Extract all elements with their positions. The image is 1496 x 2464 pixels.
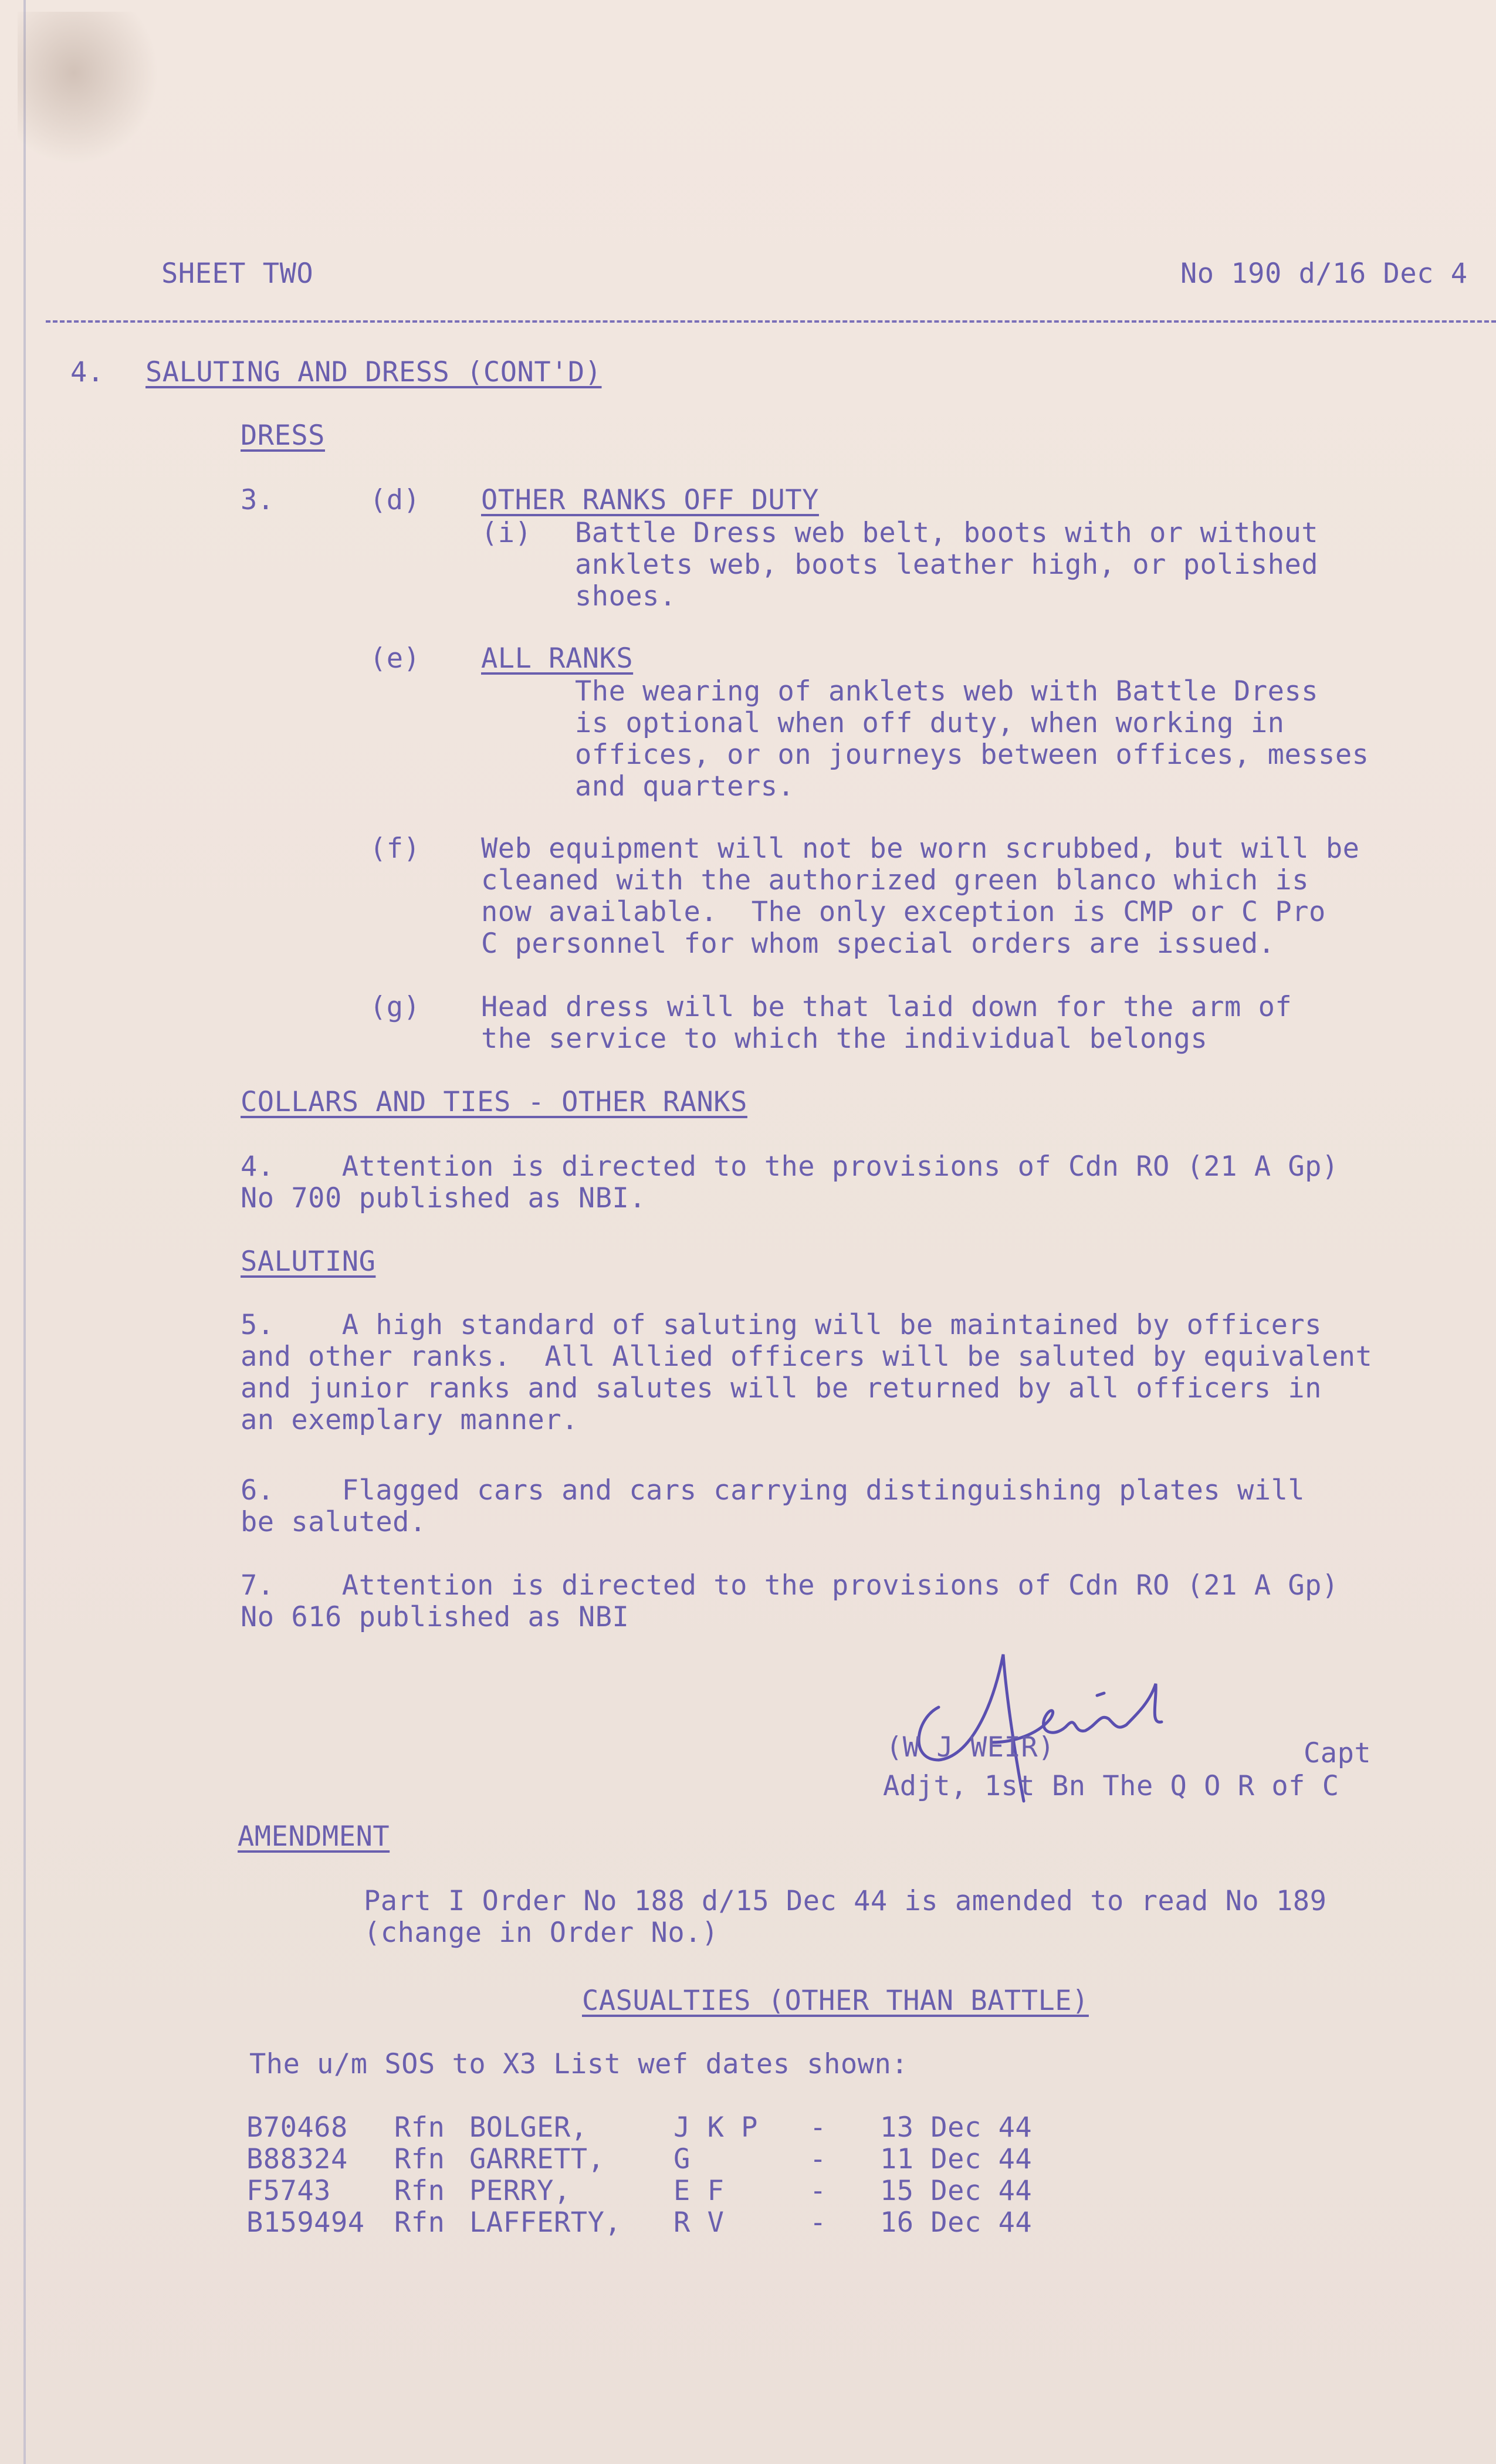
item-f-line: C personnel for whom special orders are issued. xyxy=(481,928,1275,960)
item-e-line: The wearing of anklets web with Battle Dress xyxy=(575,675,1319,708)
dress-heading: DRESS xyxy=(241,419,325,452)
initials: J K P xyxy=(673,2111,758,2144)
signatory-appointment: Adjt, 1st Bn The Q O R of C xyxy=(883,1770,1339,1802)
item-d-i-label: (i) xyxy=(481,517,532,549)
item-e-line: offices, or on journeys between offices, messes xyxy=(575,739,1369,771)
rank: Rfn xyxy=(394,2206,445,2239)
para-6-line: be saluted. xyxy=(241,1506,427,1538)
surname: LAFFERTY, xyxy=(469,2206,622,2239)
para-5-line: and junior ranks and salutes will be returned by all officers in xyxy=(241,1372,1322,1404)
item-e-title: ALL RANKS xyxy=(481,642,634,675)
para-4-line: No 700 published as NBI. xyxy=(241,1182,647,1214)
item-d-title: OTHER RANKS OFF DUTY xyxy=(481,484,819,516)
para-7-line: No 616 published as NBI xyxy=(241,1601,629,1633)
item-d-i-line: Battle Dress web belt, boots with or without xyxy=(575,517,1319,549)
initials: R V xyxy=(673,2206,725,2239)
date: 11 Dec 44 xyxy=(880,2143,1033,2175)
para-5-line: and other ranks. All Allied officers will be saluted by equivalent xyxy=(241,1341,1373,1373)
surname: GARRETT, xyxy=(469,2143,605,2175)
item-g-line: the service to which the individual belongs xyxy=(481,1023,1208,1055)
item-e-line: is optional when off duty, when working in xyxy=(575,707,1285,739)
casualties-heading: CASUALTIES (OTHER THAN BATTLE) xyxy=(582,1985,1089,2017)
rank: Rfn xyxy=(394,2143,445,2175)
dash: - xyxy=(810,2111,827,2144)
item-g-line: Head dress will be that laid down for the arm of xyxy=(481,991,1292,1023)
dash: - xyxy=(810,2143,827,2175)
casualties-intro: The u/m SOS to X3 List wef dates shown: xyxy=(249,2048,909,2080)
para-5-line: an exemplary manner. xyxy=(241,1404,578,1436)
para-3-number: 3. xyxy=(241,484,275,516)
para-7-line: 7. Attention is directed to the provisions of Cdn RO (21 A Gp) xyxy=(241,1569,1339,1602)
amendment-line: (change in Order No.) xyxy=(364,1917,719,1949)
surname: PERRY, xyxy=(469,2175,571,2207)
service-number: B88324 xyxy=(246,2143,348,2175)
date: 13 Dec 44 xyxy=(880,2111,1033,2144)
item-d-label: (d) xyxy=(370,484,421,516)
item-f-label: (f) xyxy=(370,832,421,865)
amendment-line: Part I Order No 188 d/15 Dec 44 is amended to read No 189 xyxy=(364,1885,1327,1917)
item-f-line: now available. The only exception is CMP or C Pro xyxy=(481,896,1326,928)
order-reference: No 190 d/16 Dec 4 xyxy=(1180,258,1468,290)
item-d-i-line: anklets web, boots leather high, or polished xyxy=(575,549,1319,581)
service-number: B159494 xyxy=(246,2206,365,2239)
collars-heading: COLLARS AND TIES - OTHER RANKS xyxy=(241,1086,747,1118)
paper-stain xyxy=(18,12,158,164)
item-d-i-line: shoes. xyxy=(575,580,676,612)
service-number: F5743 xyxy=(246,2175,331,2207)
item-e-label: (e) xyxy=(370,642,421,675)
para-6-line: 6. Flagged cars and cars carrying distinguishing plates will xyxy=(241,1474,1305,1507)
para-4-line: 4. Attention is directed to the provisions of Cdn RO (21 A Gp) xyxy=(241,1150,1339,1183)
amendment-heading: AMENDMENT xyxy=(238,1820,390,1853)
para-5-line: 5. A high standard of saluting will be maintained by officers xyxy=(241,1309,1322,1341)
date: 16 Dec 44 xyxy=(880,2206,1033,2239)
sheet-label: SHEET TWO xyxy=(161,258,314,290)
signatory-name: (W J WEIR) xyxy=(886,1731,1055,1764)
initials: E F xyxy=(673,2175,725,2207)
section-number: 4. xyxy=(70,356,104,388)
item-e-line: and quarters. xyxy=(575,770,795,803)
dash: - xyxy=(810,2206,827,2239)
section-title: SALUTING AND DRESS (CONT'D) xyxy=(145,356,602,388)
item-f-line: cleaned with the authorized green blanco which is xyxy=(481,864,1309,896)
dash: - xyxy=(810,2175,827,2207)
initials: G xyxy=(673,2143,691,2175)
item-g-label: (g) xyxy=(370,991,421,1023)
header-divider xyxy=(46,320,1496,323)
rank: Rfn xyxy=(394,2175,445,2207)
item-f-line: Web equipment will not be worn scrubbed, but will be xyxy=(481,832,1360,865)
signatory-rank: Capt xyxy=(1304,1737,1372,1769)
surname: BOLGER, xyxy=(469,2111,588,2144)
service-number: B70468 xyxy=(246,2111,348,2144)
rank: Rfn xyxy=(394,2111,445,2144)
saluting-heading: SALUTING xyxy=(241,1245,376,1278)
date: 15 Dec 44 xyxy=(880,2175,1033,2207)
